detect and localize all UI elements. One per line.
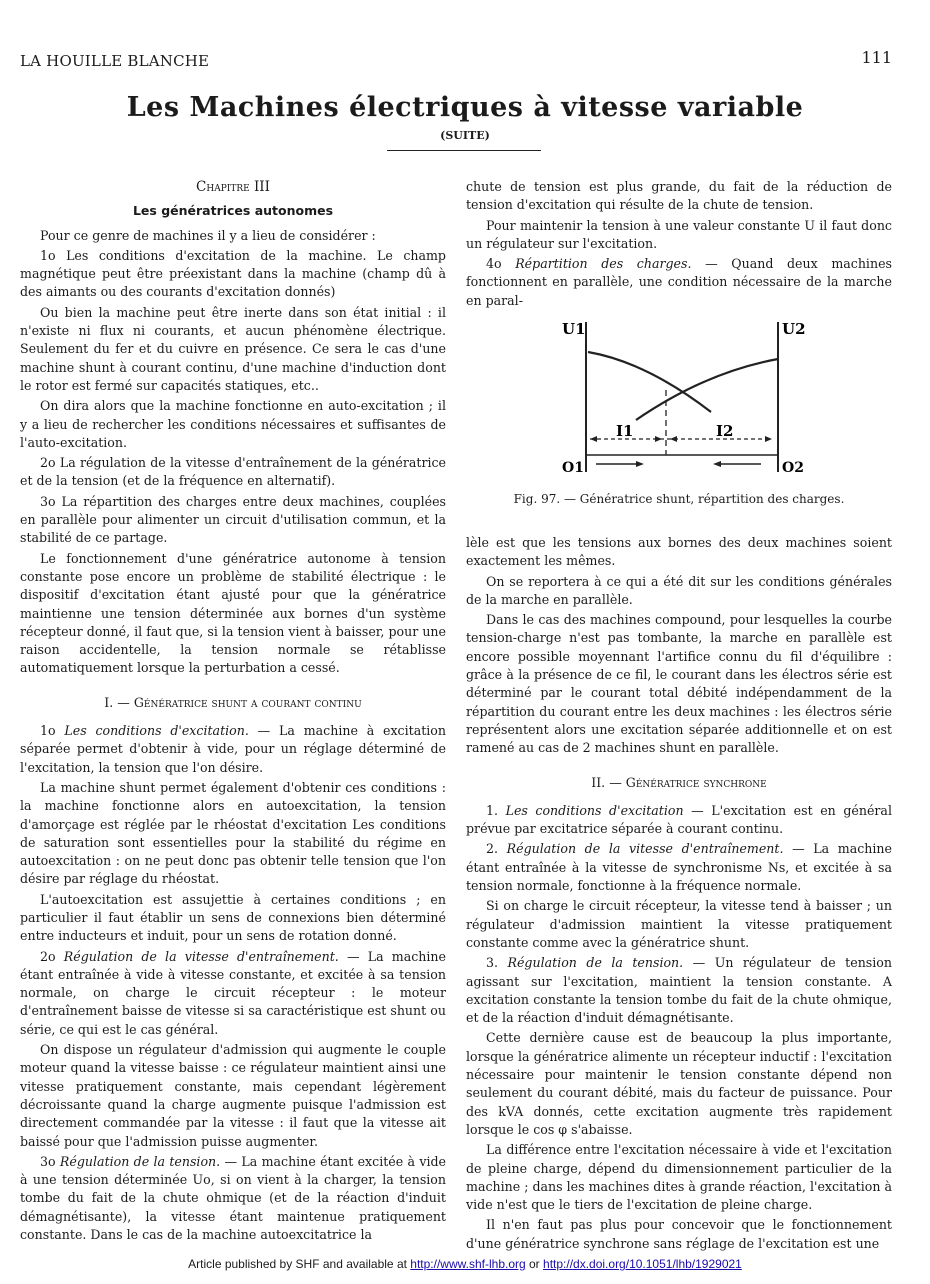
chapter-title: Les génératrices autonomes (132, 203, 334, 219)
paragraph: Dans le cas des machines compound, pour lesquelles la courbe tension-charge n'est pas tombante, la marche en parallèle est encore possible moyennant l'artifice connu du fil d'équilibre : grâce à la présence de ce fil, le courant dans les électros série est déterminé par le courant total débité indépendamment de la répartition du courant entre les deux machines : les électros série représentent alors une excitation séparée additionnelle et on est ramené au cas de 2 machines shunt en parallèle. (466, 612, 892, 756)
left-column (20, 178, 446, 1246)
chapter-heading: Chapitre III (196, 179, 270, 195)
paragraph: On se reportera à ce qui a été dit sur les conditions générales de la marche en parallèle. (466, 573, 892, 607)
paragraph: 1o Les conditions d'excitation de la machine. Le champ magnétique peut être préexistant dans la machine (champ dû à des aimants ou des courants d'excitation donnés) (20, 247, 446, 300)
u2-label: U2 (782, 320, 806, 338)
paragraph: 3o La répartition des charges entre deux machines, couplées en parallèle pour alimenter un circuit d'utilisation commun, et la stabilité de ce partage. (20, 493, 446, 546)
paragraph: chute de tension est plus grande, du fait de la réduction de tension d'excitation qui résulte de la chute de tension. (466, 179, 892, 213)
paragraph: 3o Régulation de la tension. — La machine étant excitée à vide à une tension déterminée Uo, si on vient à la charger, la tension tombe du fait de la chute ohmique (et de la réaction d'induit démagnétisante), la vitesse étant maintenue pratiquement constante. Dans le cas de la machine autoexcitatrice la (20, 1153, 446, 1243)
paragraph: 2o La régulation de la vitesse d'entraînement de la génératrice et de la tension (et de la fréquence en alternatif). (20, 455, 446, 489)
i2-label: I2 (716, 422, 734, 440)
shf-link[interactable]: http://www.shf-lhb.org (410, 1257, 526, 1271)
doi-link[interactable]: http://dx.doi.org/10.1051/lhb/1929021 (543, 1257, 742, 1271)
paragraph: Si on charge le circuit récepteur, la vitesse tend à baisser ; un régulateur d'admission maintient la vitesse pratiquement constante comme avec la génératrice shunt. (466, 898, 892, 950)
paragraph: 1. Les conditions d'excitation — L'excitation est en général prévue par excitatrice séparée à courant continu. (466, 802, 892, 837)
paragraph: 3. Régulation de la tension. — Un régulateur de tension agissant sur l'excitation, maintient la tension constante. A excitation constante la tension tombe du fait de la chute ohmique, et de la réaction d'induit démagnétisante. (466, 955, 892, 1026)
section-heading: II. — Génératrice synchrone (591, 774, 767, 790)
paragraph: Pour maintenir la tension à une valeur constante U il faut donc un régulateur sur l'excitation. (466, 217, 892, 251)
journal-header: LA HOUILLE BLANCHE (20, 52, 210, 70)
paragraph: Pour ce genre de machines il y a lieu de considérer : (40, 227, 376, 243)
paragraph: 2. Régulation de la vitesse d'entraînement. — La machine étant entraînée à la vitesse de synchronisme Ns, et excitée à sa tension normale, fonctionne à la fréquence normale. (466, 841, 892, 894)
paragraph: On dira alors que la machine fonctionne en auto-excitation ; il y a lieu de rechercher les conditions nécessaires et suffisantes de l'auto-excitation. (20, 398, 446, 450)
paragraph: Ou bien la machine peut être inerte dans son état initial : il n'existe ni flux ni courants, et aucun phénomène électrique. Seulement du fer et du cuivre en présence. Ce sera le cas d'une machine shunt à courant continu, d'une machine d'induction dont le rotor est fermé sur capacités statiques, etc.. (20, 304, 446, 393)
figure-caption: Fig. 97. — Génératrice shunt, répartition des charges. (513, 492, 845, 506)
section-heading: I. — Génératrice shunt a courant continu (104, 694, 362, 710)
figure-97-diagram (556, 312, 822, 484)
paragraph: La machine shunt permet également d'obtenir ces conditions : la machine fonctionne alors en autoexcitation, la tension d'amorçage est réglée par le rhéostat d'excitation Les conditions de saturation sont essentielles pour la stabilité du régime en autoexcitation : on ne peut donc pas obtenir telle tension que l'on désire par réglage du rhéostat. (20, 779, 446, 887)
title-rule (387, 150, 541, 151)
article-subtitle: (SUITE) (440, 129, 490, 142)
paragraph: 4o Répartition des charges. — Quand deux machines fonctionnent en parallèle, une condition nécessaire de la marche en paral- (466, 256, 892, 308)
i1-label: I1 (616, 422, 634, 440)
right-column-top (466, 178, 892, 312)
paragraph: lèle est que les tensions aux bornes des deux machines soient exactement les mêmes. (466, 535, 892, 569)
u1-label: U1 (562, 320, 586, 338)
paragraph: On dispose un régulateur d'admission qui augmente le couple moteur quand la vitesse baisse : ce régulateur maintient ainsi une vitesse pratiquement constante, mais cependant légèrement décroissante quand la charge augmente puisque l'admission est directement commandée par la vitesse : il faut que la vitesse ait baissé pour que l'admission puisse augmenter. (20, 1042, 446, 1149)
publication-footer: Article published by SHF and available at http://www.shf-lhb.org or http://dx.doi.org/10.1051/lhb/1929021 (188, 1257, 742, 1271)
paragraph: Cette dernière cause est de beaucoup la plus importante, lorsque la génératrice alimente un récepteur inductif : l'excitation nécessaire pour maintenir le tension constante dépend non seulement du courant débité, mais du facteur de puissance. Pour des kVA donnés, cette excitation augmente très rapidement lorsque le cos φ s'abaisse. (466, 1030, 892, 1137)
paragraph: La différence entre l'excitation nécessaire à vide et l'excitation de pleine charge, dépend du dimensionnement particulier de la machine ; dans les machines dites à grande réaction, l'excitation à vide n'est que le tiers de l'excitation de pleine charge. (466, 1142, 892, 1213)
paragraph: 1o Les conditions d'excitation. — La machine à excitation séparée permet d'obtenir à vide, pour un réglage déterminé de l'excitation, la tension que l'on désire. (20, 723, 446, 775)
article-title: Les Machines électriques à vitesse variable (126, 92, 804, 123)
paragraph: 2o Régulation de la vitesse d'entraînement. — La machine étant entraînée à vide à vitesse constante, et excitée à sa tension normale, on charge le circuit récepteur : le moteur d'entraînement baisse de vitesse si sa caractéristique est shunt ou série, ce qui est le cas général. (20, 948, 446, 1037)
paragraph: L'autoexcitation est assujettie à certaines conditions ; en particulier il faut établir un sens de connexions bien déterminé entre inducteurs et induit, pour un sens de rotation donné. (20, 891, 446, 944)
o1-label: O1 (562, 460, 584, 476)
o2-label: O2 (782, 460, 804, 476)
page-number: 111 (861, 48, 892, 67)
right-column-bottom (466, 534, 892, 1255)
paragraph: Le fonctionnement d'une génératrice autonome à tension constante pose encore un problème de stabilité électrique : le dispositif d'excitation étant ajusté pour que la génératrice maintienne une tension déterminée aux bornes d'un système récepteur donné, il faut que, si la tension vient à baisser, pour une raison accidentelle, la tension normale se rétablisse automatiquement lorsque la perturbation a cessé. (20, 550, 446, 676)
paragraph: Il n'en faut pas plus pour concevoir que le fonctionnement d'une génératrice synchrone sans réglage de l'excitation est une (466, 1217, 892, 1251)
